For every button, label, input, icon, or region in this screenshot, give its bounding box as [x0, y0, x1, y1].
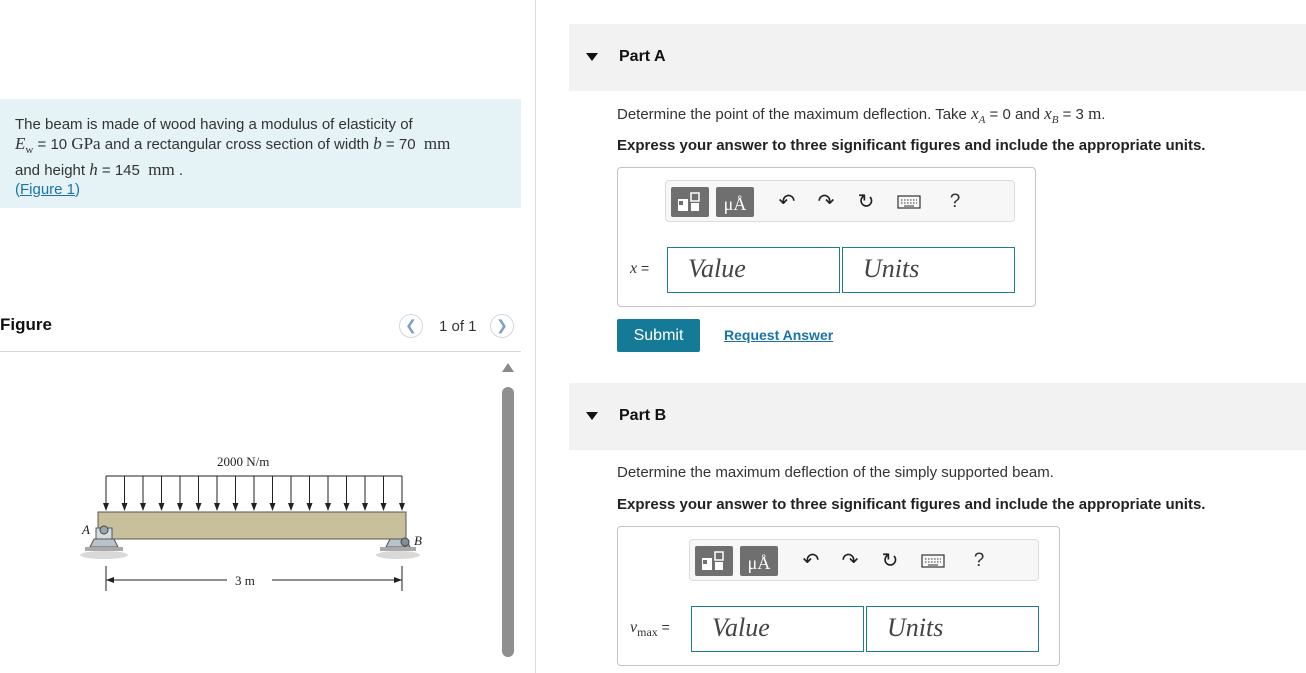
period: . — [178, 162, 184, 179]
prev-figure-button[interactable] — [399, 314, 423, 338]
b-unit: mm — [423, 134, 451, 153]
help-icon[interactable]: ? — [973, 550, 985, 571]
part-a-value-input[interactable]: Value — [667, 247, 840, 293]
chevron-right-icon: ❯ — [496, 317, 508, 333]
load-arrowhead-icon — [381, 503, 387, 511]
part-b-question: Determine the maximum deflection of the simply supported beam. — [617, 464, 1054, 481]
problem-text: and height — [15, 162, 90, 179]
templates-glyph — [671, 187, 709, 217]
var-subscript: max — [637, 625, 658, 640]
collapse-caret-icon[interactable] — [586, 53, 598, 61]
part-a-answer-box — [617, 167, 1036, 307]
part-b-header[interactable] — [569, 383, 1306, 450]
load-arrowhead-icon — [233, 503, 239, 511]
part-b-units-input[interactable]: Units — [866, 606, 1039, 652]
figure-link-line — [15, 180, 521, 199]
chevron-left-icon: ❮ — [405, 317, 417, 333]
help-icon[interactable]: ? — [949, 191, 961, 212]
h-symbol: h — [89, 160, 98, 179]
part-a-units-input[interactable]: Units — [842, 247, 1015, 293]
figure-scrollbar[interactable] — [500, 360, 516, 673]
var-symbol: v — [630, 619, 638, 636]
b-symbol: b — [373, 134, 382, 153]
h-unit: mm — [148, 160, 175, 179]
part-a-variable — [630, 260, 649, 278]
load-label: 2000 N/m — [217, 454, 270, 469]
keyboard-glyph — [921, 552, 945, 570]
problem-text: The beam is made of wood having a modulus of elasticity of — [15, 116, 413, 133]
var-equals: = — [657, 619, 670, 635]
part-a-instructions: Express your answer to three significant figures and include the appropriate units. — [617, 137, 1206, 154]
problem-text: and a rectangular cross section of width — [100, 136, 374, 153]
reset-icon[interactable]: ↻ — [857, 191, 875, 213]
part-b-value-input[interactable]: Value — [691, 606, 864, 652]
ew-unit: GPa — [71, 134, 101, 153]
ew-subscript: w — [25, 144, 34, 156]
part-a-title: Part A — [619, 48, 666, 65]
load-arrowhead-icon — [177, 503, 183, 511]
submit-button[interactable]: Submit — [617, 319, 700, 352]
part-b-instructions: Express your answer to three significant figures and include the appropriate units. — [617, 496, 1206, 513]
part-a-header[interactable] — [569, 24, 1306, 91]
xb-symbol: x — [1044, 104, 1052, 123]
support-b-label: B — [414, 533, 422, 548]
units-icon[interactable]: μÅ — [740, 546, 778, 576]
load-arrowhead-icon — [103, 503, 109, 511]
var-symbol: x — [630, 260, 638, 277]
xa-symbol: x — [971, 104, 979, 123]
collapse-caret-icon[interactable] — [586, 412, 598, 420]
problem-line-3 — [15, 160, 521, 180]
pane-divider — [535, 0, 536, 673]
figure-header — [0, 311, 521, 352]
beam — [98, 512, 406, 539]
part-b-toolbar — [689, 539, 1039, 581]
equals: = — [33, 136, 51, 153]
redo-icon[interactable]: ↷ — [841, 550, 859, 572]
paren: ( — [15, 181, 20, 198]
span-label: 3 m — [235, 573, 255, 588]
load-arrowhead-icon — [214, 503, 220, 511]
figure-link[interactable]: Figure 1 — [20, 181, 76, 198]
beam-figure — [72, 445, 432, 595]
templates-icon[interactable] — [695, 546, 733, 576]
load-arrowhead-icon — [399, 503, 405, 511]
redo-icon[interactable]: ↷ — [817, 191, 835, 213]
support-a-label: A — [82, 522, 90, 537]
undo-icon[interactable]: ↶ — [802, 550, 820, 572]
paren: ) — [75, 181, 81, 198]
question-text: Determine the point of the maximum deflection. Take — [617, 106, 972, 123]
problem-line-2 — [15, 134, 521, 160]
load-arrowhead-icon — [196, 503, 202, 511]
load-arrowhead-icon — [270, 503, 276, 511]
load-arrowhead-icon — [251, 503, 257, 511]
load-arrowhead-icon — [307, 503, 313, 511]
xb-subscript: B — [1051, 114, 1059, 126]
keyboard-glyph — [897, 193, 921, 211]
request-answer-link[interactable]: Request Answer — [724, 327, 834, 343]
problem-statement — [0, 99, 521, 208]
load-arrows — [103, 476, 405, 511]
next-figure-button[interactable] — [490, 314, 514, 338]
part-b-answer-box — [617, 526, 1060, 666]
load-arrowhead-icon — [140, 503, 146, 511]
ew-value: 10 — [50, 136, 68, 153]
part-b-variable — [630, 619, 670, 640]
dimension-arrow-left-icon — [106, 577, 114, 583]
load-arrowhead-icon — [159, 503, 165, 511]
h-value: 145 — [114, 162, 140, 179]
figure-pager: 1 of 1 — [439, 318, 477, 335]
xa-subscript: A — [978, 114, 986, 126]
part-a-toolbar — [665, 180, 1015, 222]
load-arrowhead-icon — [344, 503, 350, 511]
load-arrowhead-icon — [362, 503, 368, 511]
templates-glyph — [695, 546, 733, 576]
dimension-arrow-right-icon — [394, 577, 402, 583]
keyboard-icon[interactable] — [897, 193, 921, 216]
load-arrowhead-icon — [122, 503, 128, 511]
problem-line-1 — [15, 115, 521, 134]
scroll-thumb[interactable] — [502, 387, 514, 657]
period: . — [1101, 106, 1106, 123]
templates-icon[interactable] — [671, 187, 709, 217]
var-equals: = — [637, 260, 650, 276]
reset-icon[interactable]: ↻ — [881, 550, 899, 572]
xa-value: = 0 and — [985, 106, 1045, 123]
scroll-up-arrow-icon[interactable] — [502, 363, 514, 372]
equals: = — [381, 136, 399, 153]
xb-value: = 3 — [1058, 106, 1089, 123]
xb-unit: m — [1088, 104, 1102, 123]
b-value: 70 — [398, 136, 416, 153]
part-a-question — [617, 104, 1105, 126]
load-arrowhead-icon — [288, 503, 294, 511]
ew-symbol: E — [15, 134, 26, 153]
figure-title: Figure — [0, 315, 52, 334]
undo-icon[interactable]: ↶ — [778, 191, 796, 213]
load-arrowhead-icon — [325, 503, 331, 511]
keyboard-icon[interactable] — [921, 552, 945, 575]
part-b-title: Part B — [619, 407, 667, 424]
equals: = — [97, 162, 115, 179]
units-icon[interactable]: μÅ — [716, 187, 754, 217]
